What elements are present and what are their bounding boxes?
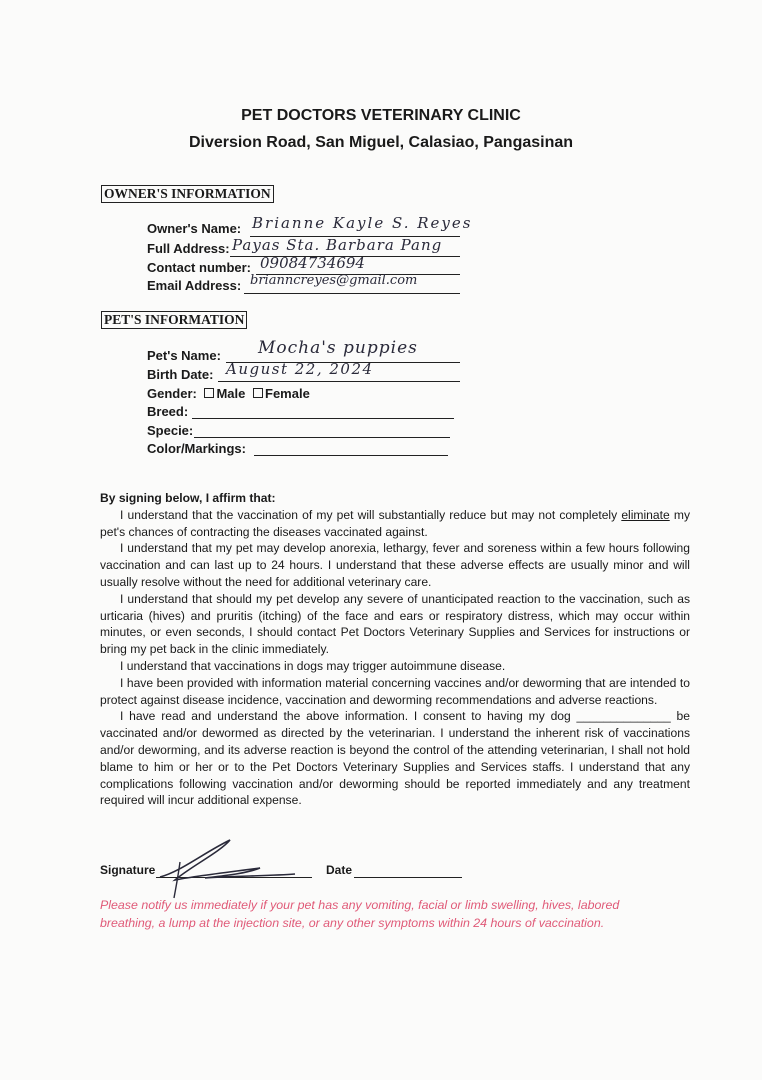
email-address-line bbox=[244, 293, 460, 294]
clinic-name: PET DOCTORS VETERINARY CLINIC bbox=[241, 107, 521, 124]
affirmation-heading: By signing below, I affirm that: bbox=[100, 491, 276, 505]
notification-note: Please notify us immediately if your pet has any vomiting, facial or limb swelling, hives, labored breathing, a lump at the injection site, or any other symptoms within 24 hours of vaccination. bbox=[100, 898, 620, 930]
email-address-value[interactable]: brianncreyes@gmail.com bbox=[250, 273, 418, 288]
date-line[interactable] bbox=[354, 877, 462, 878]
gender-field bbox=[147, 386, 310, 401]
email-address-label: Email Address: bbox=[147, 278, 242, 293]
handwritten-signature bbox=[150, 832, 300, 902]
gender-label: Gender: bbox=[147, 386, 197, 401]
male-checkbox[interactable] bbox=[204, 388, 214, 398]
affirmation-paragraph-4: I understand that vaccinations in dogs may trigger autoimmune disease. bbox=[120, 658, 506, 673]
pet-section-title: PET'S INFORMATION bbox=[101, 311, 247, 329]
pet-name-label: Pet's Name: bbox=[147, 348, 221, 363]
clinic-address: Diversion Road, San Miguel, Calasiao, Pangasinan bbox=[188, 134, 574, 151]
affirmation-paragraph-6: I have read and understand the above information. I consent to having my dog ______________ be vaccinated and/or dewormed as directed by the veterinarian. I understand the inherent risk of vaccinations and/or deworming, and its adverse reaction is beyond the control of the attending veterinarian, I shall not hold blame to him or her or to the Pet Doctors Veterinary Supplies and Services staffs. I understand that any complications following vaccination and/or deworming should be reported immediately and any treatment required will incur additional expense. bbox=[100, 709, 690, 808]
full-address-label: Full Address: bbox=[147, 241, 230, 256]
breed-label: Breed: bbox=[147, 404, 189, 419]
specie-label: Specie: bbox=[147, 423, 194, 438]
female-option-label: Female bbox=[265, 386, 310, 401]
full-address-value[interactable]: Payas Sta. Barbara Pang bbox=[232, 236, 443, 254]
affirmation-paragraph-3: I understand that should my pet develop any severe of unanticipated reaction to the vaccination, such as urticaria (hives) and pruritis (itching) of the face and ears or respiratory distress, which may occur within minutes, or even seconds, I should contact Pet Doctors Veterinary Supplies and Services for instructions or bring my pet back in the clinic immediately. bbox=[100, 591, 690, 657]
affirmation-paragraph-5: I have been provided with information material concerning vaccines and/or deworming that are intended to protect against disease incidence, vaccination and deworming recommendations and adverse reactions. bbox=[100, 675, 690, 707]
owner-name-label: Owner's Name: bbox=[147, 221, 242, 236]
affirmation-text bbox=[100, 490, 690, 809]
female-checkbox[interactable] bbox=[253, 388, 263, 398]
contact-number-value[interactable]: 09084734694 bbox=[260, 254, 365, 272]
breed-line[interactable] bbox=[192, 418, 454, 419]
pet-name-value[interactable]: Mocha's puppies bbox=[258, 338, 418, 358]
signature-label: Signature bbox=[100, 863, 156, 877]
affirmation-paragraph-2: I understand that my pet may develop anorexia, lethargy, fever and soreness within a few hours following vaccination and can last up to 24 hours. I understand that these adverse effects are usually minor and will usually resolve without the need for additional veterinary care. bbox=[100, 541, 690, 589]
color-markings-label: Color/Markings: bbox=[147, 441, 246, 456]
birth-date-label: Birth Date: bbox=[147, 367, 214, 382]
color-markings-line[interactable] bbox=[254, 455, 448, 456]
male-option-label: Male bbox=[216, 386, 246, 401]
specie-line[interactable] bbox=[194, 437, 450, 438]
date-label: Date bbox=[326, 863, 353, 877]
owner-section-title: OWNER'S INFORMATION bbox=[101, 185, 274, 203]
contact-number-label: Contact number: bbox=[147, 260, 251, 275]
affirmation-paragraph-1: I understand that the vaccination of my pet will substantially reduce but may not completely eliminate my pet's chances of contracting the diseases vaccinated against. bbox=[100, 507, 690, 539]
owner-name-value[interactable]: Brianne Kayle S. Reyes bbox=[252, 214, 473, 232]
birth-date-value[interactable]: August 22, 2024 bbox=[226, 360, 374, 378]
birth-date-line bbox=[218, 381, 460, 382]
